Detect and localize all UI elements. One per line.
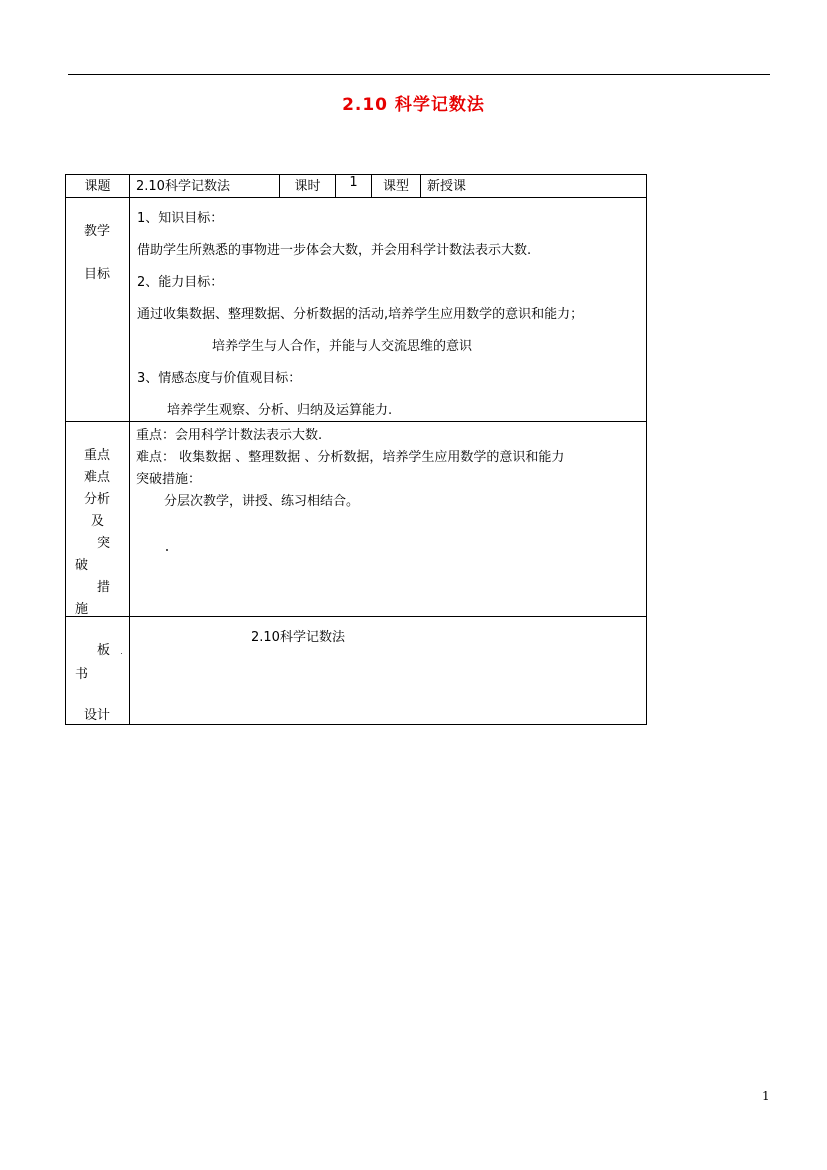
focus-label-char: 重点	[84, 448, 111, 463]
goal-line: 借助学生所熟悉的事物进一步体会大数，并会用科学计数法表示大数.	[137, 243, 532, 258]
focus-line: 突破措施：	[136, 472, 202, 487]
focus-label-char: 突	[97, 536, 111, 551]
header-row	[66, 175, 647, 198]
board-label-cell	[66, 617, 130, 725]
board-label-char: 设计	[84, 708, 111, 723]
goal-line: 通过收集数据、整理数据、分析数据的活动,培养学生应用数学的意识和能力；	[137, 307, 584, 322]
lesson-plan-table	[65, 174, 647, 725]
page-number: 1	[762, 1089, 770, 1103]
focus-label-char: 难点	[84, 470, 111, 485]
goal-line: 培养学生观察、分析、归纳及运算能力.	[167, 403, 393, 418]
goal-line: 培养学生与人合作，并能与人交流思维的意识	[212, 339, 473, 354]
goals-label-cell	[66, 198, 130, 422]
focus-line: 难点： 收集数据 、整理数据 、分析数据，培养学生应用数学的意识和能力	[136, 450, 565, 465]
board-label-char: 板	[97, 643, 111, 658]
focus-label-char: 分析	[84, 492, 111, 507]
hours-label: 课时	[280, 175, 336, 198]
goal-line: 2、能力目标：	[137, 275, 224, 290]
type-value: 新授课	[421, 175, 647, 198]
focus-row	[66, 422, 647, 617]
focus-line: 重点：会用科学计数法表示大数.	[136, 428, 323, 443]
focus-label-char: 施	[75, 602, 89, 617]
type-label: 课型	[372, 175, 421, 198]
board-text: 2.10科学记数法	[251, 630, 345, 645]
hours-value: 1	[336, 175, 372, 198]
focus-line: 分层次教学，讲授、练习相结合。	[164, 494, 360, 509]
goals-row	[66, 198, 647, 422]
board-label-char: 书	[75, 667, 89, 682]
stray-mark	[166, 549, 168, 551]
focus-label-cell	[66, 422, 130, 617]
goal-line: 1、知识目标：	[137, 211, 224, 226]
focus-label-char: 破	[75, 558, 89, 573]
goals-label-a: 教学	[84, 224, 111, 239]
goal-line: 3、情感态度与价值观目标：	[137, 371, 302, 386]
topic-label: 课题	[66, 175, 130, 198]
topic-value: 2.10科学记数法	[130, 175, 280, 198]
focus-content	[130, 422, 647, 617]
goals-content	[130, 198, 647, 422]
header-rule	[68, 74, 770, 75]
board-row	[66, 617, 647, 725]
board-content	[130, 617, 647, 725]
goals-label-b: 目标	[84, 267, 111, 282]
focus-label-char: 措	[97, 580, 111, 595]
focus-label-char: 及	[91, 514, 105, 529]
stray-mark	[121, 653, 122, 654]
document-title: 2.10 科学记数法	[342, 95, 485, 115]
